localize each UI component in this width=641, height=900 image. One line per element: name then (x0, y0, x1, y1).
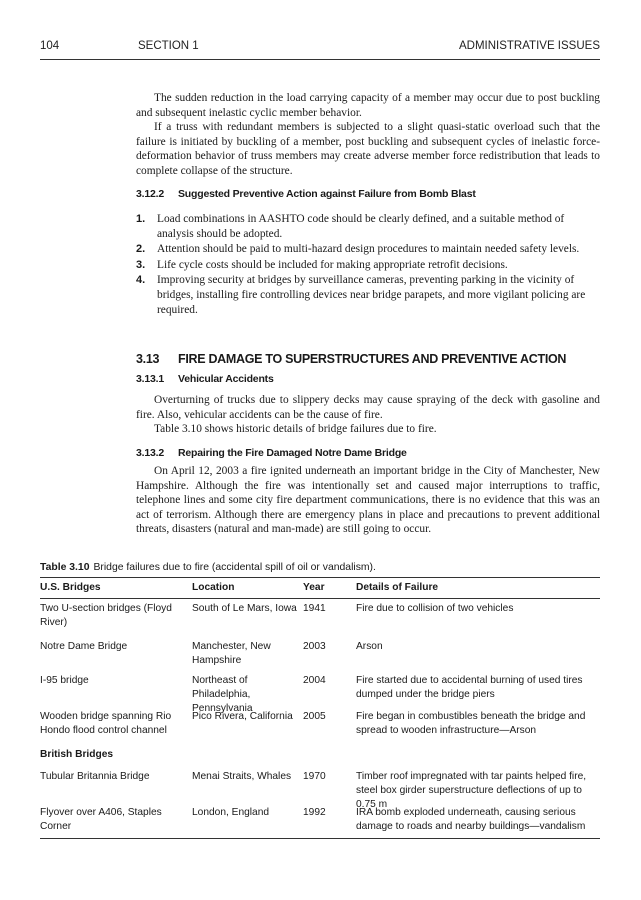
heading-title: Repairing the Fire Damaged Notre Dame Bridge (178, 447, 407, 459)
paragraph: On April 12, 2003 a fire ignited underneath an important bridge in the City of Manchester, New Hampshire. Although the fire was intentionally set and caused major interruptions to traffic, telephone lines and some city fire department communications, there is no evidence that this was an act of terrorism. Although there are emergency plans in place and precautions to prevent additional threats, disasters (natural and man-made) are still going to occur. (136, 465, 600, 536)
notre-dame-text (136, 464, 600, 537)
table-row: Wooden bridge spanning Rio Hondo flood control channel Pico Rivera, California 2005 Fire began in combustibles beneath the bridge and spread to wooden infrastructure—Arson (40, 711, 586, 736)
table-top-rule (40, 577, 600, 578)
paragraph: Overturning of trucks due to slippery decks may cause spraying of the deck with gasoline and fire. Also, vehicular accidents can be the cause of fire. (136, 394, 600, 421)
heading-number: 3.13 (136, 352, 160, 366)
column-header: Details of Failure (356, 582, 439, 593)
table-bottom-rule (40, 838, 600, 839)
intro-text (136, 91, 600, 179)
table-label: Table 3.10 (40, 562, 90, 573)
table-row: Notre Dame Bridge Manchester, New Hampshire 2003 Arson (40, 641, 383, 666)
chapter-label: ADMINISTRATIVE ISSUES (458, 40, 600, 52)
table-header-rule (40, 598, 600, 599)
heading-3-13-2 (136, 447, 600, 459)
table-header-row (40, 581, 600, 595)
list-item: 3. Life cycle costs should be included for making appropriate retrofit decisions. (136, 258, 508, 271)
heading-number: 3.13.2 (136, 447, 164, 459)
table-row: Tubular Britannia Bridge Menai Straits, Whales 1970 Timber roof impregnated with tar paints helped fire, steel box girder superstructure deflections of up to 0.75 m (40, 771, 587, 810)
preventive-action-list (136, 212, 600, 318)
column-header: Location (192, 582, 235, 593)
list-item: 4. Improving security at bridges by surveillance cameras, preventing parking in the vicinity of bridges, installing fire controlling devices near bridge parapets, and more vigilant policing are required. (136, 274, 586, 316)
vehicular-accidents-text (136, 393, 600, 437)
heading-title: Vehicular Accidents (178, 373, 274, 385)
list-item: 1. Load combinations in AASHTO code should be clearly defined, and a suitable method of analysis should be adopted. (136, 213, 565, 240)
heading-3-13 (136, 352, 600, 366)
table-row: I-95 bridge Northeast of Philadelphia, Pennsylvania 2004 Fire started due to accidental burning of used tires dumped under the bridge piers (40, 675, 583, 714)
heading-3-12-2 (136, 188, 600, 200)
header-rule (40, 59, 600, 60)
intro-paragraph-1: The sudden reduction in the load carrying capacity of a member may occur due to post buckling and subsequent inelastic cyclic member behavior. (136, 92, 600, 119)
table-row: Flyover over A406, Staples Corner London, England 1992 IRA bomb exploded underneath, causing serious damage to roads and nearby buildings—vandalism (40, 807, 586, 832)
table-group-heading: British Bridges (40, 749, 114, 760)
column-header: Year (303, 582, 325, 593)
table-caption-text: Bridge failures due to fire (accidental spill of oil or vandalism). (93, 562, 376, 573)
running-header (40, 40, 600, 54)
section-label: SECTION 1 (138, 40, 199, 52)
table-row: Two U-section bridges (Floyd River) South of Le Mars, Iowa 1941 Fire due to collision of two vehicles (40, 603, 514, 628)
heading-title: Suggested Preventive Action against Failure from Bomb Blast (178, 188, 476, 200)
heading-number: 3.12.2 (136, 188, 164, 200)
page-number: 104 (40, 40, 60, 52)
heading-title: FIRE DAMAGE TO SUPERSTRUCTURES AND PREVENTIVE ACTION (178, 352, 567, 366)
paragraph: Table 3.10 shows historic details of bridge failures due to fire. (154, 423, 437, 436)
column-header: U.S. Bridges (40, 582, 101, 593)
heading-number: 3.13.1 (136, 373, 164, 385)
table-caption (40, 562, 600, 573)
intro-paragraph-2: If a truss with redundant members is subjected to a slight quasi-static overload such that the failure is initiated by buckling of a member, post buckling and subsequent cycles of inelastic force-deformation behavior of truss members may create adverse member force redistribution that leads to complete collapse of the structure. (136, 121, 600, 177)
heading-3-13-1 (136, 373, 600, 385)
list-item: 2. Attention should be paid to multi-hazard design procedures to maintain needed safety levels. (136, 243, 580, 256)
